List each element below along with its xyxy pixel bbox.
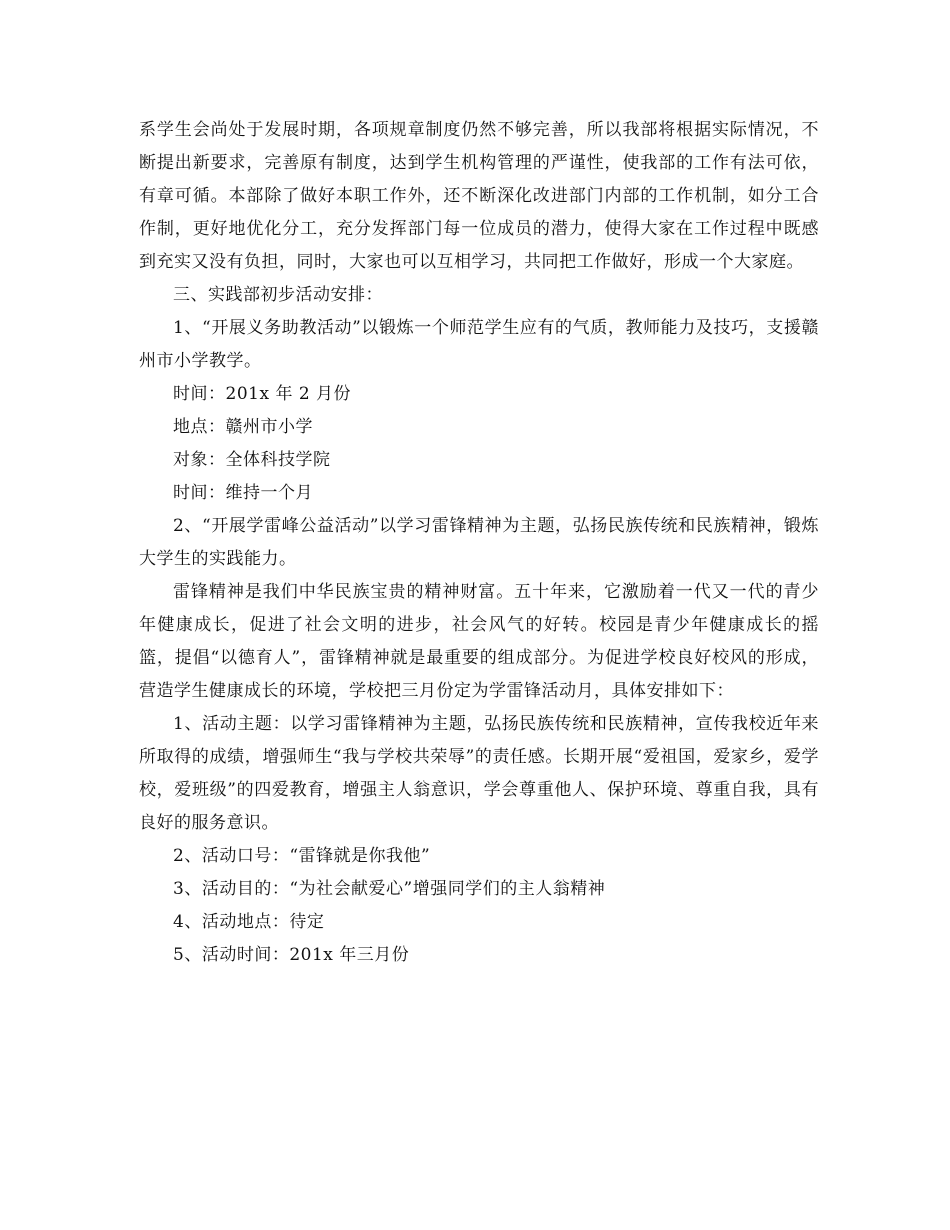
paragraph-activity-1: 1、“开展义务助教活动”以锻炼一个师范学生应有的气质，教师能力及技巧，支援赣州市小学教学。 (139, 318, 819, 371)
activity-location: 4、活动地点：待定 (173, 912, 325, 932)
activity-slogan: 2、活动口号：“雷锋就是你我他” (173, 846, 431, 866)
activity-purpose: 3、活动目的：“为社会献爱心”增强同学们的主人翁精神 (173, 879, 606, 899)
section-heading-practice-activities: 三、实践部初步活动安排： (173, 285, 383, 305)
paragraph-activity-2: 2、“开展学雷峰公益活动”以学习雷锋精神为主题，弘扬民族传统和民族精神，锻炼大学生的实践能力。 (139, 516, 819, 569)
activity-1-duration: 时间：维持一个月 (173, 483, 313, 503)
activity-1-target: 对象：全体科技学院 (173, 450, 331, 470)
paragraph-intro-continuation: 系学生会尚处于发展时期，各项规章制度仍然不够完善，所以我部将根据实际情况，不断提出新要求，完善原有制度，达到学生机构管理的严谨性，使我部的工作有法可依，有章可循。本部除了做好本职工作外，还不断深化改进部门内部的工作机制，如分工合作制，更好地优化分工，充分发挥部门每一位成员的潜力，使得大家在工作过程中既感到充实又没有负担，同时，大家也可以互相学习，共同把工作做好，形成一个大家庭。 (139, 120, 819, 272)
activity-1-time: 时间：201x 年 2 月份 (173, 384, 352, 404)
document-body (139, 114, 819, 972)
paragraph-leifeng-spirit: 雷锋精神是我们中华民族宝贵的精神财富。五十年来，它激励着一代又一代的青少年健康成长，促进了社会文明的进步，社会风气的好转。校园是青少年健康成长的摇篮，提倡“以德育人”，雷锋精神就是最重要的组成部分。为促进学校良好校风的形成，营造学生健康成长的环境，学校把三月份定为学雷锋活动月，具体安排如下： (139, 582, 819, 701)
activity-theme: 1、活动主题：以学习雷锋精神为主题，弘扬民族传统和民族精神，宣传我校近年来所取得的成绩，增强师生“我与学校共荣辱”的责任感。长期开展“爱祖国，爱家乡，爱学校，爱班级”的四爱教育，增强主人翁意识，学会尊重他人、保护环境、尊重自我，具有良好的服务意识。 (139, 714, 819, 833)
activity-time: 5、活动时间：201x 年三月份 (173, 945, 410, 965)
activity-1-location: 地点：赣州市小学 (173, 417, 313, 437)
